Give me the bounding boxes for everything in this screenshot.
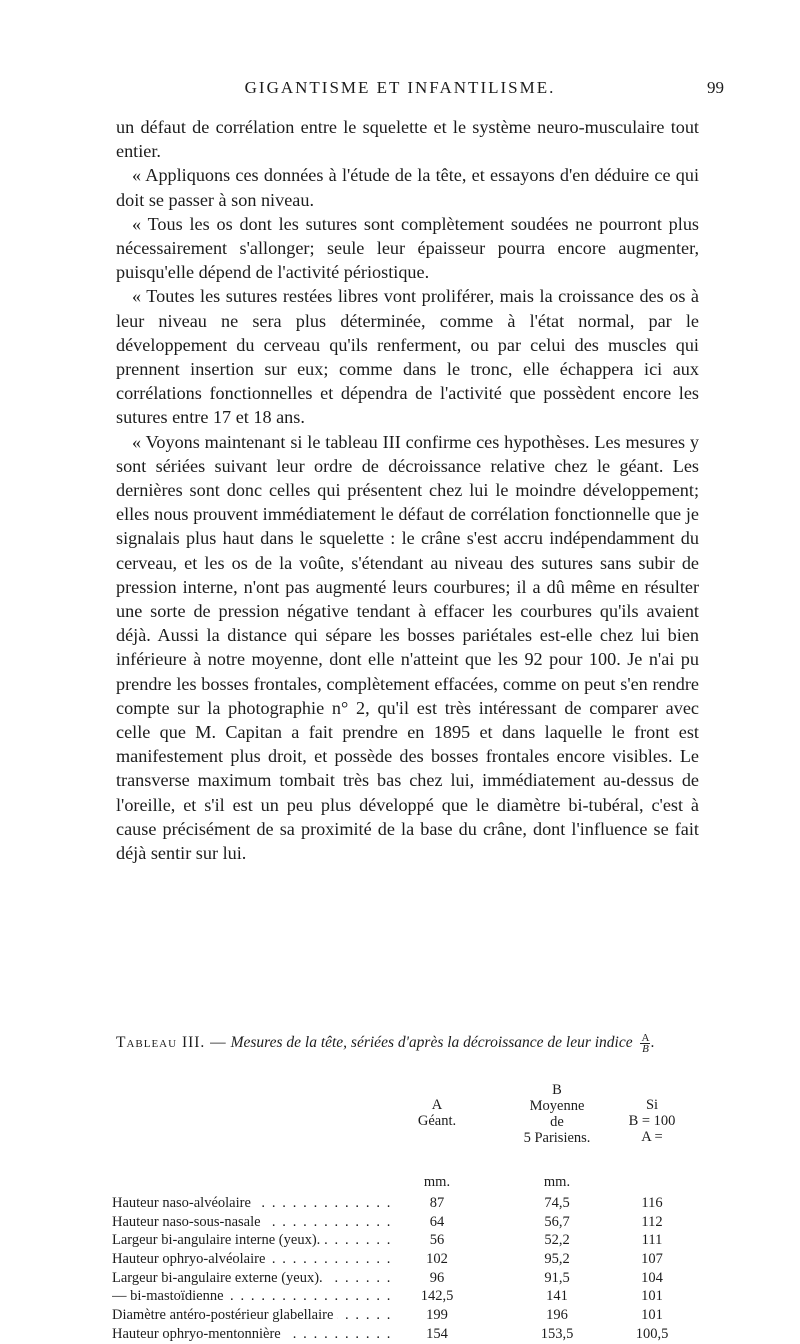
row-label-text: Hauteur naso-sous-nasale: [112, 1214, 265, 1230]
header-col-c-label: Si: [645, 1097, 659, 1113]
caption-end: .: [650, 1034, 655, 1052]
cell-average: 95,2: [544, 1251, 570, 1268]
cell-giant: 87: [429, 1195, 445, 1211]
cell-index: 101: [641, 1307, 663, 1324]
paragraph: un défaut de corrélation entre le squelette et le système neuro-musculaire tout entier.: [116, 117, 699, 162]
body-text: [116, 115, 699, 865]
header-col-a-letter: A: [431, 1097, 443, 1113]
paragraph: « Tous les os dont les sutures sont complètement soudées ne pourront plus nécessairement s'allonger; seule leur épaisseur pourra encore augmenter, puisqu'elle dépend de l'activité périostique.: [116, 213, 699, 283]
table-row: [112, 1213, 672, 1232]
row-label: [112, 1325, 392, 1344]
header-col-b-label: 5 Parisiens.: [523, 1130, 591, 1146]
cell-average: 56,7: [544, 1213, 570, 1230]
row-label: [112, 1287, 392, 1306]
table-row: [112, 1269, 672, 1288]
units-row: [112, 1174, 672, 1194]
row-label: [112, 1269, 392, 1288]
cell-average: 196: [546, 1307, 568, 1324]
cell-giant: 102: [426, 1251, 448, 1268]
row-label: [112, 1306, 392, 1325]
table-row: [112, 1231, 672, 1250]
caption-fraction: [640, 1033, 650, 1054]
cell-index: 101: [641, 1288, 663, 1305]
cell-average: 141: [546, 1288, 568, 1305]
header-col-b-label: Moyenne: [529, 1098, 585, 1114]
running-head: [0, 78, 800, 98]
header-col-a-label: Géant.: [417, 1113, 457, 1129]
header-col-c: [617, 1082, 687, 1145]
row-label: [112, 1194, 392, 1213]
row-label-text: Hauteur naso-alvéolaire: [112, 1195, 255, 1211]
cell-giant: 56: [429, 1232, 445, 1249]
table-row: [112, 1194, 672, 1213]
cell-index: 104: [641, 1269, 663, 1286]
row-label: [112, 1250, 392, 1269]
row-label-text: Hauteur ophryo-mentonnière: [112, 1326, 285, 1342]
cell-index: 112: [641, 1213, 663, 1230]
cell-index: 111: [641, 1232, 663, 1249]
caption-text: Mesures de la tête, sériées d'après la décroissance de leur indice: [230, 1034, 633, 1052]
table-row: [112, 1287, 672, 1306]
cell-average: 74,5: [544, 1195, 570, 1211]
cell-giant: 142,5: [420, 1288, 454, 1305]
paragraph: « Appliquons ces données à l'étude de la tête, et essayons d'en déduire ce qui doit se passer à son niveau.: [116, 165, 699, 210]
caption-lead: Tableau III. —: [116, 1034, 227, 1052]
table-caption: [116, 1033, 716, 1054]
paragraph: « Toutes les sutures restées libres vont proliférer, mais la croissance des os à leur niveau ne sera plus déterminée, comme à l'état normal, par le développement du cerveau qu'ils renferment, ou par celui des muscles qui prennent insertion sur eux; comme dans le tronc, elle échappera ici aux corrélations fonctionnelles et dépendra de l'activité que possèdent encore les sutures entre 17 et 18 ans.: [116, 286, 699, 428]
cell-average: 91,5: [544, 1269, 570, 1286]
row-label-text: — bi-mastoïdienne: [112, 1288, 228, 1304]
row-label-text: Hauteur ophryo-alvéolaire: [112, 1251, 269, 1267]
row-label-text: Diamètre antéro-postérieur glabellaire: [112, 1307, 337, 1323]
paragraph: « Voyons maintenant si le tableau III confirme ces hypothèses. Les mesures y sont sériées suivant leur ordre de décroissance relative chez le géant. Les dernières sont donc celles qui présentent chez lui le moindre développement; elles nous prouvent immédiatement le défaut de corrélation fonctionnelle que je signalais plus haut dans le squelette : le crâne s'est accru indépendamment du cerveau, et les os de la voûte, s'étendant au niveau des sutures sans subir de pression interne, n'ont pas augmenté leurs courbures; il a dû même en résulter une sorte de pression négative tendant à effacer les courbures qu'ils avaient déjà. Aussi la distance qui sépare les bosses pariétales est-elle chez lui bien inférieure à notre moyenne, dont elle n'atteint que les 92 pour 100. Je n'ai pu prendre les bosses frontales, complètement effacées, comme on peut s'en rendre compte sur la photographie n° 2, qu'il est très intéressant de comparer avec celle que M. Capitan a fait prendre en 1895 et dans laquelle le front est manifestement plus droit, et possède des bosses frontales encore visibles. Le transverse maximum tombait très bas chez lui, immédiatement au-dessus de l'oreille, et s'il est un peu plus développé que le diamètre bi-tubéral, c'est à cause précisément de sa proximité de la base du crâne, dont l'influence se fait déjà sentir sur lui.: [116, 431, 699, 864]
cell-index: 116: [641, 1195, 663, 1211]
table-row: [112, 1306, 672, 1325]
row-label: [112, 1231, 392, 1250]
row-label: [112, 1213, 392, 1232]
fraction-denominator: B: [642, 1043, 649, 1055]
page-number: 99: [707, 78, 724, 97]
table-body: [112, 1194, 672, 1344]
cell-average: 153,5: [540, 1325, 574, 1342]
header-col-b-letter: B: [552, 1082, 562, 1098]
cell-average: 52,2: [544, 1232, 570, 1249]
table-row: [112, 1250, 672, 1269]
unit-col-b: mm.: [543, 1174, 571, 1190]
header-col-c-label: B = 100: [628, 1113, 676, 1129]
cell-index: 107: [641, 1251, 663, 1268]
header-col-c-label: A =: [641, 1129, 663, 1145]
measurements-table: [112, 1082, 676, 1344]
header-col-b: [497, 1082, 617, 1146]
table-row: [112, 1325, 672, 1344]
cell-giant: 64: [429, 1213, 445, 1230]
table-header: [112, 1082, 676, 1174]
cell-giant: 96: [429, 1269, 445, 1286]
row-label-text: Largeur bi-angulaire interne (yeux).: [112, 1232, 324, 1248]
fraction-numerator: A: [641, 1032, 650, 1044]
cell-index: 100,5: [635, 1325, 669, 1342]
header-col-a: [407, 1082, 467, 1129]
unit-col-a: mm.: [423, 1174, 451, 1190]
running-title: GIGANTISME ET INFANTILISME.: [244, 78, 556, 97]
header-col-b-label: de: [550, 1114, 564, 1130]
cell-giant: 199: [426, 1307, 448, 1324]
cell-giant: 154: [426, 1325, 448, 1342]
row-label-text: Largeur bi-angulaire externe (yeux).: [112, 1270, 327, 1286]
